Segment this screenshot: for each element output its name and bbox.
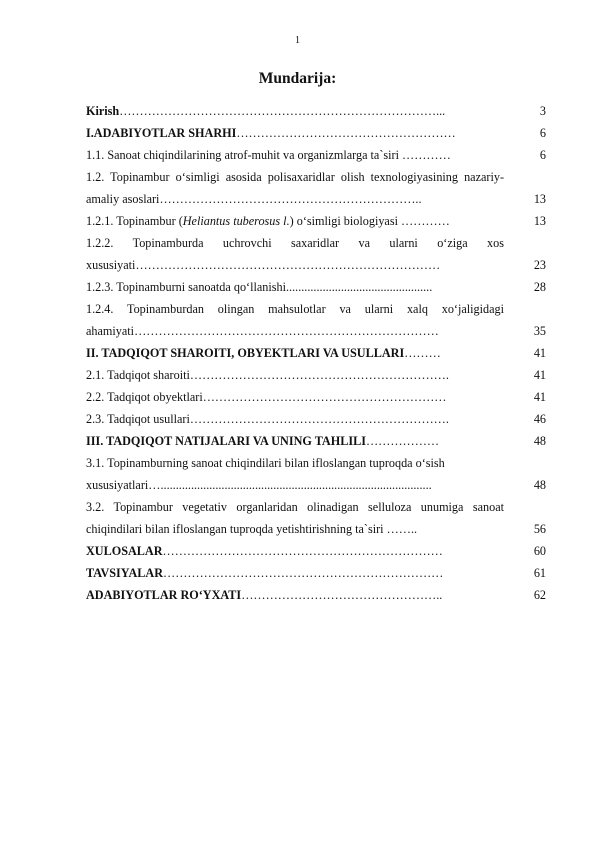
toc-entry[interactable] (86, 122, 546, 144)
toc-entry-label: 1.2.2. Topinamburda uchrovchi saxaridlar va ularni o‘ziga xos xususiyati (86, 236, 504, 272)
toc-entry[interactable] (86, 100, 546, 122)
table-of-contents (86, 100, 546, 606)
toc-entry-leader: ………………………………………………………. (189, 368, 449, 382)
toc-entry-page: 60 (533, 544, 546, 558)
toc-entry[interactable] (86, 540, 546, 562)
toc-entry-page: 28 (533, 280, 546, 294)
toc-entry-leader: ……… (404, 346, 441, 360)
toc-entry-page: 41 (533, 346, 546, 360)
toc-entry-label: 1.1. Sanoat chiqindilarining atrof-muhit va organizmlarga ta`siri (86, 148, 399, 162)
toc-entry-page: 48 (533, 478, 546, 492)
toc-entry-leader: ………………………………………………………………… (134, 324, 439, 338)
page-title (0, 70, 595, 88)
toc-entry-leader: …………………………………………………………… (163, 566, 444, 580)
toc-entry[interactable] (86, 342, 546, 364)
toc-entry-page: 13 (533, 192, 546, 206)
toc-entry-page: 6 (539, 126, 546, 140)
toc-entry-leader: ……………………………………………… (236, 126, 456, 140)
toc-entry-label-pre: 1.2.1. Topinambur ( (86, 214, 183, 228)
toc-entry-label: Kirish (86, 104, 120, 118)
toc-entry-leader: …......................................................................................... (148, 478, 432, 492)
toc-entry-label: ADABIYOTLAR RO‘YXATI (86, 588, 242, 602)
toc-entry-leader: …….. (383, 522, 418, 536)
toc-entry[interactable] (86, 584, 546, 606)
toc-entry-label: 1.2.3. Topinamburni sanoatda qo‘llanishi (86, 280, 286, 294)
toc-entry-label: III. TADQIQOT NATIJALARI VA UNING TAHLILI (86, 434, 366, 448)
toc-entry-page: 46 (533, 412, 546, 426)
toc-entry[interactable] (86, 562, 546, 584)
toc-entry-page: 6 (539, 148, 546, 162)
toc-entry-label-italic: Heliantus tuberosus l. (182, 214, 290, 228)
toc-entry-leader: ………………………………………….. (241, 588, 443, 602)
toc-entry-page: 56 (533, 522, 546, 536)
toc-entry-leader: …………………………………………………………… (162, 544, 443, 558)
toc-entry-leader: ………………………………………………………. (189, 412, 449, 426)
toc-entry[interactable] (86, 298, 546, 342)
toc-entry[interactable] (86, 144, 546, 166)
toc-entry[interactable] (86, 408, 546, 430)
toc-entry-leader: ……………………………………………………….. (159, 192, 422, 206)
toc-entry-label: I.ADABIYOTLAR SHARHI (86, 126, 237, 140)
toc-entry[interactable] (86, 452, 546, 496)
toc-entry-page: 41 (533, 368, 546, 382)
toc-entry-page: 48 (533, 434, 546, 448)
toc-entry-label: TAVSIYALAR (86, 566, 163, 580)
toc-entry-leader: ………… (397, 214, 450, 228)
toc-entry[interactable] (86, 364, 546, 386)
toc-entry-label: 3.1. Topinamburning sanoat chiqindilari bilan ifloslangan tuproqda o‘sish xususiyatlari (86, 456, 445, 492)
toc-entry-page: 62 (533, 588, 546, 602)
toc-entry-leader: ……………………………………………………………………... (119, 104, 446, 118)
title-colon: : (331, 70, 337, 87)
toc-entry-page: 23 (533, 258, 546, 272)
toc-entry-page: 13 (533, 214, 546, 228)
toc-entry[interactable] (86, 496, 546, 540)
toc-entry-label: 2.1. Tadqiqot sharoiti (86, 368, 190, 382)
toc-entry[interactable] (86, 232, 546, 276)
toc-entry[interactable] (86, 210, 546, 232)
toc-entry[interactable] (86, 430, 546, 452)
toc-entry-label: 3.2. Topinambur vegetativ organlaridan olinadigan selluloza unumiga sanoat chiqindilari bilan ifloslangan tuproqda yetishtirishning ta`siri (86, 500, 504, 536)
toc-entry-leader: ................................................ (286, 280, 433, 294)
toc-entry-page: 3 (539, 104, 546, 118)
toc-entry-leader: ……………… (365, 434, 440, 448)
toc-entry-page: 35 (533, 324, 546, 338)
toc-entry[interactable] (86, 166, 546, 210)
toc-entry-label: XULOSALAR (86, 544, 163, 558)
toc-entry-label: 1.2.4. Topinamburdan olingan mahsulotlar va ularni xalq xo‘jaligidagi ahamiyati (86, 302, 504, 338)
toc-entry-leader: …………………………………………………… (202, 390, 447, 404)
toc-entry-label: 2.3. Tadqiqot usullari (86, 412, 190, 426)
toc-entry-page: 61 (533, 566, 546, 580)
toc-entry-label: 1.2. Topinambur o‘simligi asosida polisaxaridlar olish texnologiyasining nazariy-amaliy asoslari (86, 170, 504, 206)
toc-entry-label: II. TADQIQOT SHAROITI, OBYEKTLARI VA USULLARI (86, 346, 405, 360)
toc-entry-leader: ………… (398, 148, 451, 162)
page-number: 1 (295, 35, 300, 46)
toc-entry-page: 41 (533, 390, 546, 404)
toc-entry-label-post: ) o‘simligi biologiyasi (289, 214, 398, 228)
toc-entry-label: 2.2. Tadqiqot obyektlari (86, 390, 203, 404)
toc-entry[interactable] (86, 386, 546, 408)
toc-entry-leader: ………………………………………………………………… (135, 258, 441, 272)
title-text: Mundarija (258, 70, 332, 87)
toc-entry[interactable] (86, 276, 546, 298)
